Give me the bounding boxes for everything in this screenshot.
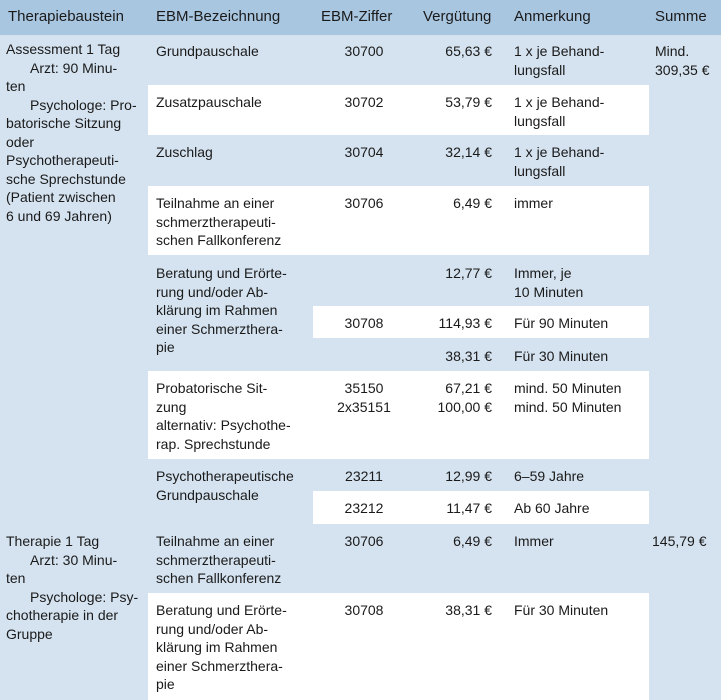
therapie-line: Gruppe: [6, 625, 53, 642]
therapie-title: Therapie 1 Tag: [6, 533, 100, 549]
ebm-note: Ab 60 Jahre: [514, 500, 590, 516]
ebm-name: klärung im Rahmen: [156, 639, 278, 655]
ebm-name: Teilnahme an einer: [156, 533, 275, 549]
ebm-note: Immer: [514, 533, 554, 549]
ebm-code: 30706: [344, 533, 384, 549]
assessment-line: batorische Sitzung: [6, 115, 122, 131]
ebm-fee: 53,79 €: [445, 94, 492, 110]
assessment-line: Arzt: 90 Minu-: [30, 59, 118, 76]
table-header: [0, 0, 721, 35]
header-ebm-bezeichnung: EBM-Bezeichnung: [156, 8, 281, 25]
ebm-name: pie: [156, 676, 175, 692]
assessment-sum-value: 309,35 €: [655, 61, 710, 78]
therapie-line: chotherapie in der: [6, 607, 119, 623]
ebm-fee: 65,63 €: [445, 43, 492, 59]
ebm-name: schmerztherapeuti-: [156, 213, 276, 230]
ebm-code: 30700: [344, 43, 384, 59]
ebm-name: einer Schmerzthera-: [156, 657, 283, 674]
ebm-name: schmerztherapeuti-: [156, 551, 276, 568]
ebm-note: mind. 50 Minuten: [514, 398, 622, 415]
assessment-line: Psychotherapeuti-: [6, 152, 119, 168]
ebm-name: Psychotherapeutische: [156, 468, 294, 484]
header-summe: Summe: [655, 8, 707, 25]
ebm-code: 30708: [344, 602, 384, 618]
ebm-fee: 32,14 €: [445, 144, 492, 160]
ebm-name: Grundpauschale: [156, 43, 259, 59]
therapie-sum-value: 145,79 €: [652, 533, 707, 549]
assessment-line: ten: [6, 78, 26, 94]
ebm-fee: 11,47 €: [446, 500, 492, 516]
ebm-fee: 100,00 €: [437, 398, 492, 415]
ebm-name: rung und/oder Ab-: [156, 620, 269, 637]
ebm-name: Grundpauschale: [156, 486, 259, 503]
ebm-name: schen Fallkonferenz: [156, 570, 282, 586]
therapie-line: Arzt: 30 Minu-: [30, 551, 118, 568]
assessment-line: sche Sprechstunde: [6, 170, 126, 187]
ebm-note: 1 x je Behand-: [514, 43, 605, 59]
ebm-note: Für 30 Minuten: [514, 348, 609, 364]
ebm-fee: 6,49 €: [453, 195, 492, 211]
assessment-line: (Patient zwischen: [6, 189, 116, 205]
assessment-line: Psychologe: Pro-: [30, 96, 137, 113]
ebm-note: 10 Minuten: [514, 283, 584, 300]
ebm-note: mind. 50 Minuten: [514, 380, 622, 396]
header-therapiebaustein: Therapiebaustein: [8, 8, 124, 25]
ebm-note: lungsfall: [514, 112, 566, 129]
ebm-fee: 12,77 €: [445, 265, 492, 281]
header-anmerkung: Anmerkung: [514, 8, 591, 25]
ebm-name: Zuschlag: [156, 144, 213, 160]
ebm-fee: 114,93 €: [438, 315, 492, 331]
ebm-fee: 38,31 €: [445, 348, 492, 364]
ebm-note: 1 x je Behand-: [514, 144, 605, 160]
assessment-line: oder: [6, 133, 35, 150]
ebm-note: Für 30 Minuten: [514, 602, 609, 618]
ebm-name: Beratung und Erörte-: [156, 265, 287, 281]
ebm-note: immer: [514, 195, 553, 211]
ebm-name: pie: [156, 339, 175, 355]
ebm-code: 2x35151: [337, 398, 391, 415]
ebm-code: 30702: [344, 94, 384, 110]
header-ebm-ziffer: EBM-Ziffer: [321, 8, 393, 25]
ebm-note: 1 x je Behand-: [514, 94, 605, 110]
assessment-sum-label: Mind.: [655, 43, 690, 59]
ebm-name: rap. Sprechstunde: [156, 435, 271, 452]
ebm-code: 30706: [344, 195, 384, 211]
ebm-name: Probatorische Sit-: [156, 380, 268, 396]
assessment-title: Assessment 1 Tag: [6, 41, 121, 57]
ebm-fee: 67,21 €: [445, 380, 492, 396]
ebm-note: Immer, je: [514, 265, 572, 281]
ebm-fee: 38,31 €: [445, 602, 492, 618]
ebm-code: 35150: [344, 380, 384, 396]
ebm-code: 30708: [344, 315, 384, 331]
therapie-line: ten: [6, 570, 26, 586]
ebm-name: Zusatzpauschale: [156, 94, 262, 110]
ebm-note: Für 90 Minuten: [514, 315, 609, 331]
ebm-note: lungsfall: [514, 61, 566, 78]
ebm-name: einer Schmerzthera-: [156, 320, 283, 337]
ebm-name: rung und/oder Ab-: [156, 283, 269, 300]
ebm-code: 23211: [345, 468, 383, 484]
ebm-name: Teilnahme an einer: [156, 195, 275, 211]
ebm-fee: 6,49 €: [453, 533, 492, 549]
ebm-name: schen Fallkonferenz: [156, 232, 282, 248]
ebm-code: 23212: [344, 500, 384, 516]
ebm-name: Beratung und Erörte-: [156, 602, 287, 618]
ebm-note: 6–59 Jahre: [514, 468, 585, 484]
ebm-name: zung: [156, 398, 187, 415]
header-verguetung: Vergütung: [423, 8, 492, 25]
therapie-line: Psychologe: Psy-: [30, 588, 139, 605]
ebm-name: klärung im Rahmen: [156, 302, 278, 318]
ebm-code: 30704: [344, 144, 384, 160]
ebm-name: alternativ: Psychothe-: [156, 417, 291, 433]
ebm-fee: 12,99 €: [445, 468, 492, 484]
assessment-line: 6 und 69 Jahren): [6, 207, 112, 224]
ebm-note: lungsfall: [514, 162, 566, 179]
